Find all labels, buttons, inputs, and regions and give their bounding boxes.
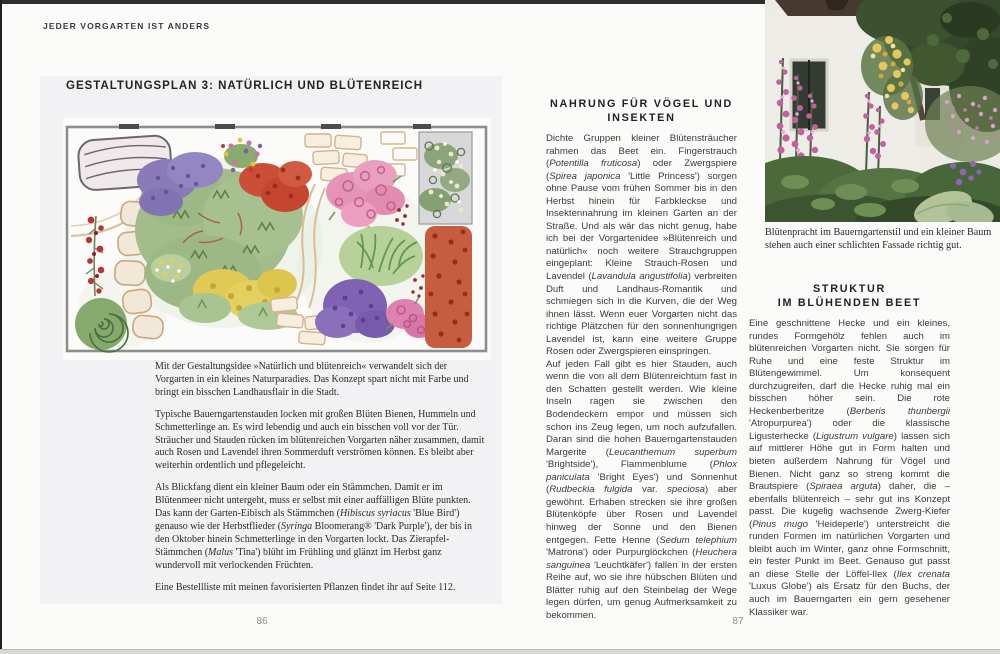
stauden-paragraph: Typische Bauerngartenstauden locken mit großen Blüten Bienen, Hummeln und Schmetterlinge an. Es wird lebendig und auch ein bisschen voll vor der Tür. Sträucher und Stauden rücken im blütenreichen Vorgarten näher zusammen, damit auch Rosen und Lavendel ihren Sommerduft verströmen können. Es bleibt aber weiterhin ordentlich und pflegeleicht.	[155, 408, 485, 472]
white-climber-wall	[419, 132, 472, 224]
section-heading-struktur	[749, 282, 950, 310]
scan-top-edge	[0, 0, 765, 4]
heading-line-2: IM BLÜHENDEN BEET	[777, 297, 922, 309]
left-page-body	[155, 361, 487, 604]
section-heading-nahrung: NAHRUNG FÜR VÖGEL UND INSEKTEN	[549, 98, 734, 124]
heading-line-1: STRUKTUR	[813, 283, 886, 295]
garden-plan-svg	[63, 118, 491, 360]
intro-paragraph: Mit der Gestaltungsidee »Natürlich und blütenreich« verwandelt sich der Vorgarten in ein kleines Naturparadies. Das Konzept spart nicht mit Farbe und bringt ein bisschen Landhausflair in die Stadt.	[155, 361, 469, 398]
page-number-left: 86	[256, 616, 268, 627]
right-column-1	[546, 97, 737, 622]
col1-paragraph-a: Dichte Gruppen kleiner Blütensträucher rahmen das Beet ein. Fingerstrauch (Potentilla fruticosa) oder Zwergspiere (Spirea japonica 'Little Princess') sorgen ohne Pause vom frühen Sommer bis in den Herbst hinein für Farbkleckse und Insektennahrung im kleinen Garten an der Straße. Und als wär das nicht genug, habe ich bei der Vorgartenidee »Blütenreich und natürlich« noch weitere Strauchgruppen eingeplant: Kleine Strauch-Rosen und Lavendel (Lavandula angustifolia) verbreiten Duft und Landhaus-Romantik und schmiegen sich in die Kurven, die der Weg ihnen lässt. Wenn euer Vorgarten nicht das richtige Plätzchen für den sonnenhungrigen Lavendel ist, kann eine weitere Gruppe Rosen oder Zwergspieren einspringen.	[546, 133, 738, 358]
grass-tuft	[339, 226, 423, 286]
bestellliste-note: Eine Bestellliste mit meinen favorisierten Pflanzen findet ihr auf Seite 112.	[155, 581, 456, 593]
climbing-rose-wall	[425, 226, 472, 348]
col2-paragraph-a: Eine geschnittene Hecke und ein kleines, rundes Formgehölz fehlen auch im blütenreichen Vorgarten nicht. Sie sorgen für Ruhe und eine feste Struktur im Blütengewimmel. Um konsequent durchzugreifen, darf die Hecke ruhig mal ein bisschen höher sein. Die rote Heckenberberitze (Berberis thunbergii 'Atropurpurea') oder die klassische Ligusterhecke (Ligustrum vulgare) lassen sich auf mittlerer Höhe gut in Form halten und bieten außerdem Nahrung für Vögel und Bienen. Nicht ganz so streng kommt die Brautspiere (Spiraea arguta) daher, die – ebenfalls blütenreich – sehr gut ins Konzept passt. Die kugelig wachsende Zwerg-Kiefer (Pinus mugo 'Heideperle') unterstreicht die runden Formen im natürlichen Vorgarten und bleibt auch im Winter, ganz ohne Formschnitt, ein fester Punkt im Beet. Genauso gut passt an diese Stelle der Löffel-Ilex (Ilex crenata 'Luxus Globe') als Ersatz für den Buchs, der auch im Bauerngarten ein gern gesehener Klassiker war.	[749, 318, 951, 618]
photo-caption: Blütenpracht im Bauerngartenstil und ein kleiner Baum stehen auch einer schlichten Fassade richtig gut.	[765, 227, 992, 251]
garden-photo-svg	[765, 0, 1000, 222]
blickfang-paragraph: Als Blickfang dient ein kleiner Baum oder ein Stämmchen. Damit er im Blütenmeer nicht untergeht, muss er selbst mit einer auffälligen Blüte punkten. Das kann der Garten-Eibisch als Stämmchen (Hibiscus syriacus 'Blue Bird') genauso wie der Herbstflieder (Syringa Bloomerang® 'Dark Purple'), der bis in den Oktober hinein Schmetterlinge in den Vorgarten lockt. Das Zierapfel-Stämmchen (Malus 'Tina') blüht im Frühling und glänzt im Herbst ganz wundervoll mit verlockenden Früchten.	[155, 482, 472, 571]
garden-plan-illustration	[63, 118, 491, 360]
garden-photo	[765, 0, 1000, 222]
scan-left-edge	[0, 0, 2, 654]
running-header: JEDER VORGARTEN IST ANDERS	[43, 21, 211, 31]
scan-bottom-edge	[0, 649, 1000, 654]
col1-paragraph-b: Auf jeden Fall gibt es hier Stauden, auch wenn die von all dem Blütenreichtum fast in den Schatten gestellt werden. Wie kleine Inseln ragen sie zwischen den Bodendeckern empor und müssen sich schon ins Zeug legen, um noch aufzufallen. Daran sind die hohen Bauerngartenstauden Margerite (Leucanthemum superbum 'Brightside'), Flammenblume (Phlox paniculata 'Bright Eyes') und Sonnenhut (Rudbeckia fulgida var. speciosa) aber gewöhnt. Erhaben strecken sie ihre großen Blütenköpfe über Rosen und Lavendel hinweg der Sonne und den Bienen entgegen. Fette Henne (Sedum telephium 'Matrona') oder Purpurglöckchen (Heuchera sanguinea 'Leuchtkäfer') fallen in der ersten Reihe auf, wo sie ihre hübschen Blüten und Blätter ruhig auf den Steinbelag der Wege legen dürfen, um genug Aufmerksamkeit zu bekommen.	[546, 358, 737, 621]
page-number-right: 87	[732, 616, 744, 627]
chapter-title: GESTALTUNGSPLAN 3: NATÜRLICH UND BLÜTENREICH	[66, 80, 424, 92]
right-column-2	[749, 282, 950, 619]
